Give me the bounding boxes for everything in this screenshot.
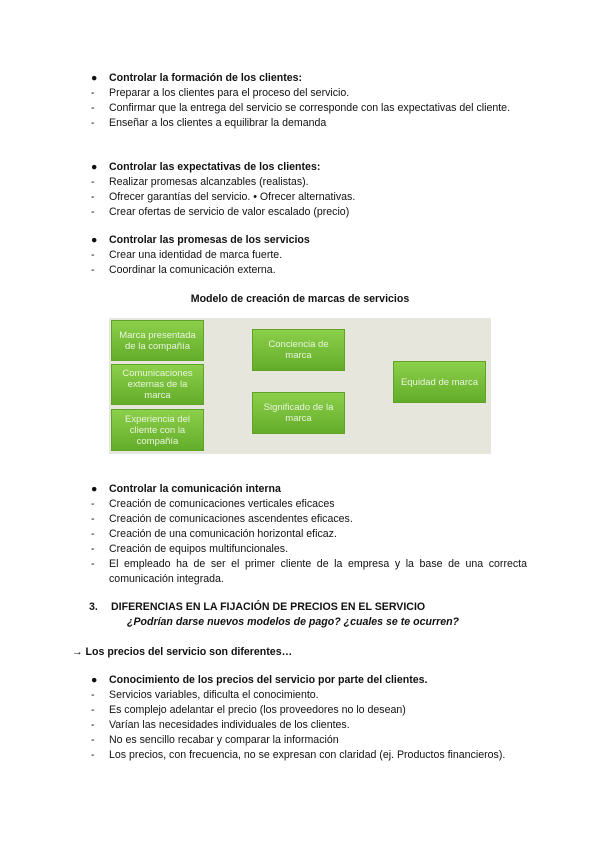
dash-icon: - (91, 513, 95, 525)
section-title: Controlar las promesas de los servicios (109, 234, 310, 246)
list-item: - No es sencillo recabar y comparar la información (91, 734, 339, 746)
section-expectativas-clientes (89, 160, 527, 220)
section-heading (89, 673, 527, 688)
dash-icon: - (91, 249, 95, 261)
dash-icon: - (91, 543, 95, 555)
dash-icon: - (91, 206, 95, 218)
dash-icon: - (91, 176, 95, 188)
diagram-title: Modelo de creación de marcas de servicios (190, 293, 410, 305)
dash-icon: - (91, 689, 95, 701)
dash-icon: - (91, 558, 95, 570)
box-comunicaciones-externas: Comunicaciones externas de la marca (111, 364, 204, 405)
section-heading (89, 160, 527, 175)
section-formacion-clientes (89, 71, 527, 131)
bullet-icon: ● (91, 161, 98, 173)
box-significado-marca: Significado de la marca (252, 392, 345, 434)
dash-list (89, 175, 527, 220)
list-item: - Es complejo adelantar el precio (los proveedores no lo desean) (91, 704, 406, 716)
dash-list (89, 497, 527, 587)
dash-icon: - (91, 117, 95, 129)
list-item: - El empleado ha de ser el primer cliente de la empresa y la base de una correcta comunicación integrada. (91, 558, 527, 585)
section-promesas-servicios (89, 233, 527, 278)
section-title: Controlar las expectativas de los clientes: (109, 161, 321, 173)
dash-icon: - (91, 719, 95, 731)
heading-number: 3. (89, 601, 98, 613)
dash-icon: - (91, 749, 95, 761)
bullet-icon: ● (91, 72, 98, 84)
section-title: Controlar la formación de los clientes: (109, 72, 303, 84)
brand-model-diagram (109, 318, 491, 454)
bullet-icon: ● (91, 234, 98, 246)
dash-icon: - (91, 87, 95, 99)
bullet-icon: ● (91, 483, 98, 495)
dash-icon: - (91, 191, 95, 203)
question-text: ¿Podrían darse nuevos modelos de pago? ¿cuales se te ocurren? (127, 616, 460, 628)
list-item: - Coordinar la comunicación externa. (91, 264, 276, 276)
heading-text: DIFERENCIAS EN LA FIJACIÓN DE PRECIOS EN EL SERVICIO (111, 601, 426, 613)
dash-list (89, 86, 527, 131)
dash-icon: - (91, 528, 95, 540)
list-item: - Los precios, con frecuencia, no se expresan con claridad (ej. Productos financieros). (91, 749, 506, 761)
list-item: - Servicios variables, dificulta el conocimiento. (91, 689, 319, 701)
dash-icon: - (91, 498, 95, 510)
list-item: - Realizar promesas alcanzables (realistas). (91, 176, 309, 188)
box-experiencia-cliente: Experiencia del cliente con la compañía (111, 409, 204, 451)
section-comunicacion-interna (89, 482, 527, 587)
section-heading (89, 233, 527, 248)
section-title: Controlar la comunicación interna (109, 483, 281, 495)
list-item: - Crear ofertas de servicio de valor escalado (precio) (91, 206, 350, 218)
section-heading (89, 482, 527, 497)
list-item: - Creación de comunicaciones verticales eficaces (91, 498, 335, 510)
bullet-icon: ● (91, 674, 98, 686)
dash-icon: - (91, 102, 95, 114)
section-title: Conocimiento de los precios del servicio por parte del clientes. (109, 674, 428, 686)
list-item: - Creación de comunicaciones ascendentes eficaces. (91, 513, 353, 525)
section-conocimiento-precios (89, 673, 527, 763)
list-item: - Confirmar que la entrega del servicio se corresponde con las expectativas del cliente. (91, 102, 511, 114)
dash-icon: - (91, 264, 95, 276)
box-marca-presentada: Marca presentada de la compañía (111, 320, 204, 361)
box-conciencia-marca: Conciencia de marca (252, 329, 345, 371)
list-item: - Creación de una comunicación horizontal eficaz. (91, 528, 337, 540)
list-item: - Preparar a los clientes para el proceso del servicio. (91, 87, 350, 99)
dash-list (89, 688, 527, 763)
arrow-statement: → Los precios del servicio son diferentes… (72, 646, 293, 658)
list-item: - Varían las necesidades individuales de los clientes. (91, 719, 350, 731)
dash-icon: - (91, 704, 95, 716)
box-equidad-marca: Equidad de marca (393, 361, 486, 403)
dash-icon: - (91, 734, 95, 746)
list-item: - Crear una identidad de marca fuerte. (91, 249, 283, 261)
list-item: - Creación de equipos multifuncionales. (91, 543, 289, 555)
section-heading (89, 71, 527, 86)
list-item: - Ofrecer garantías del servicio. • Ofrecer alternativas. (91, 191, 356, 203)
dash-list (89, 248, 527, 278)
list-item: - Enseñar a los clientes a equilibrar la demanda (91, 117, 327, 129)
